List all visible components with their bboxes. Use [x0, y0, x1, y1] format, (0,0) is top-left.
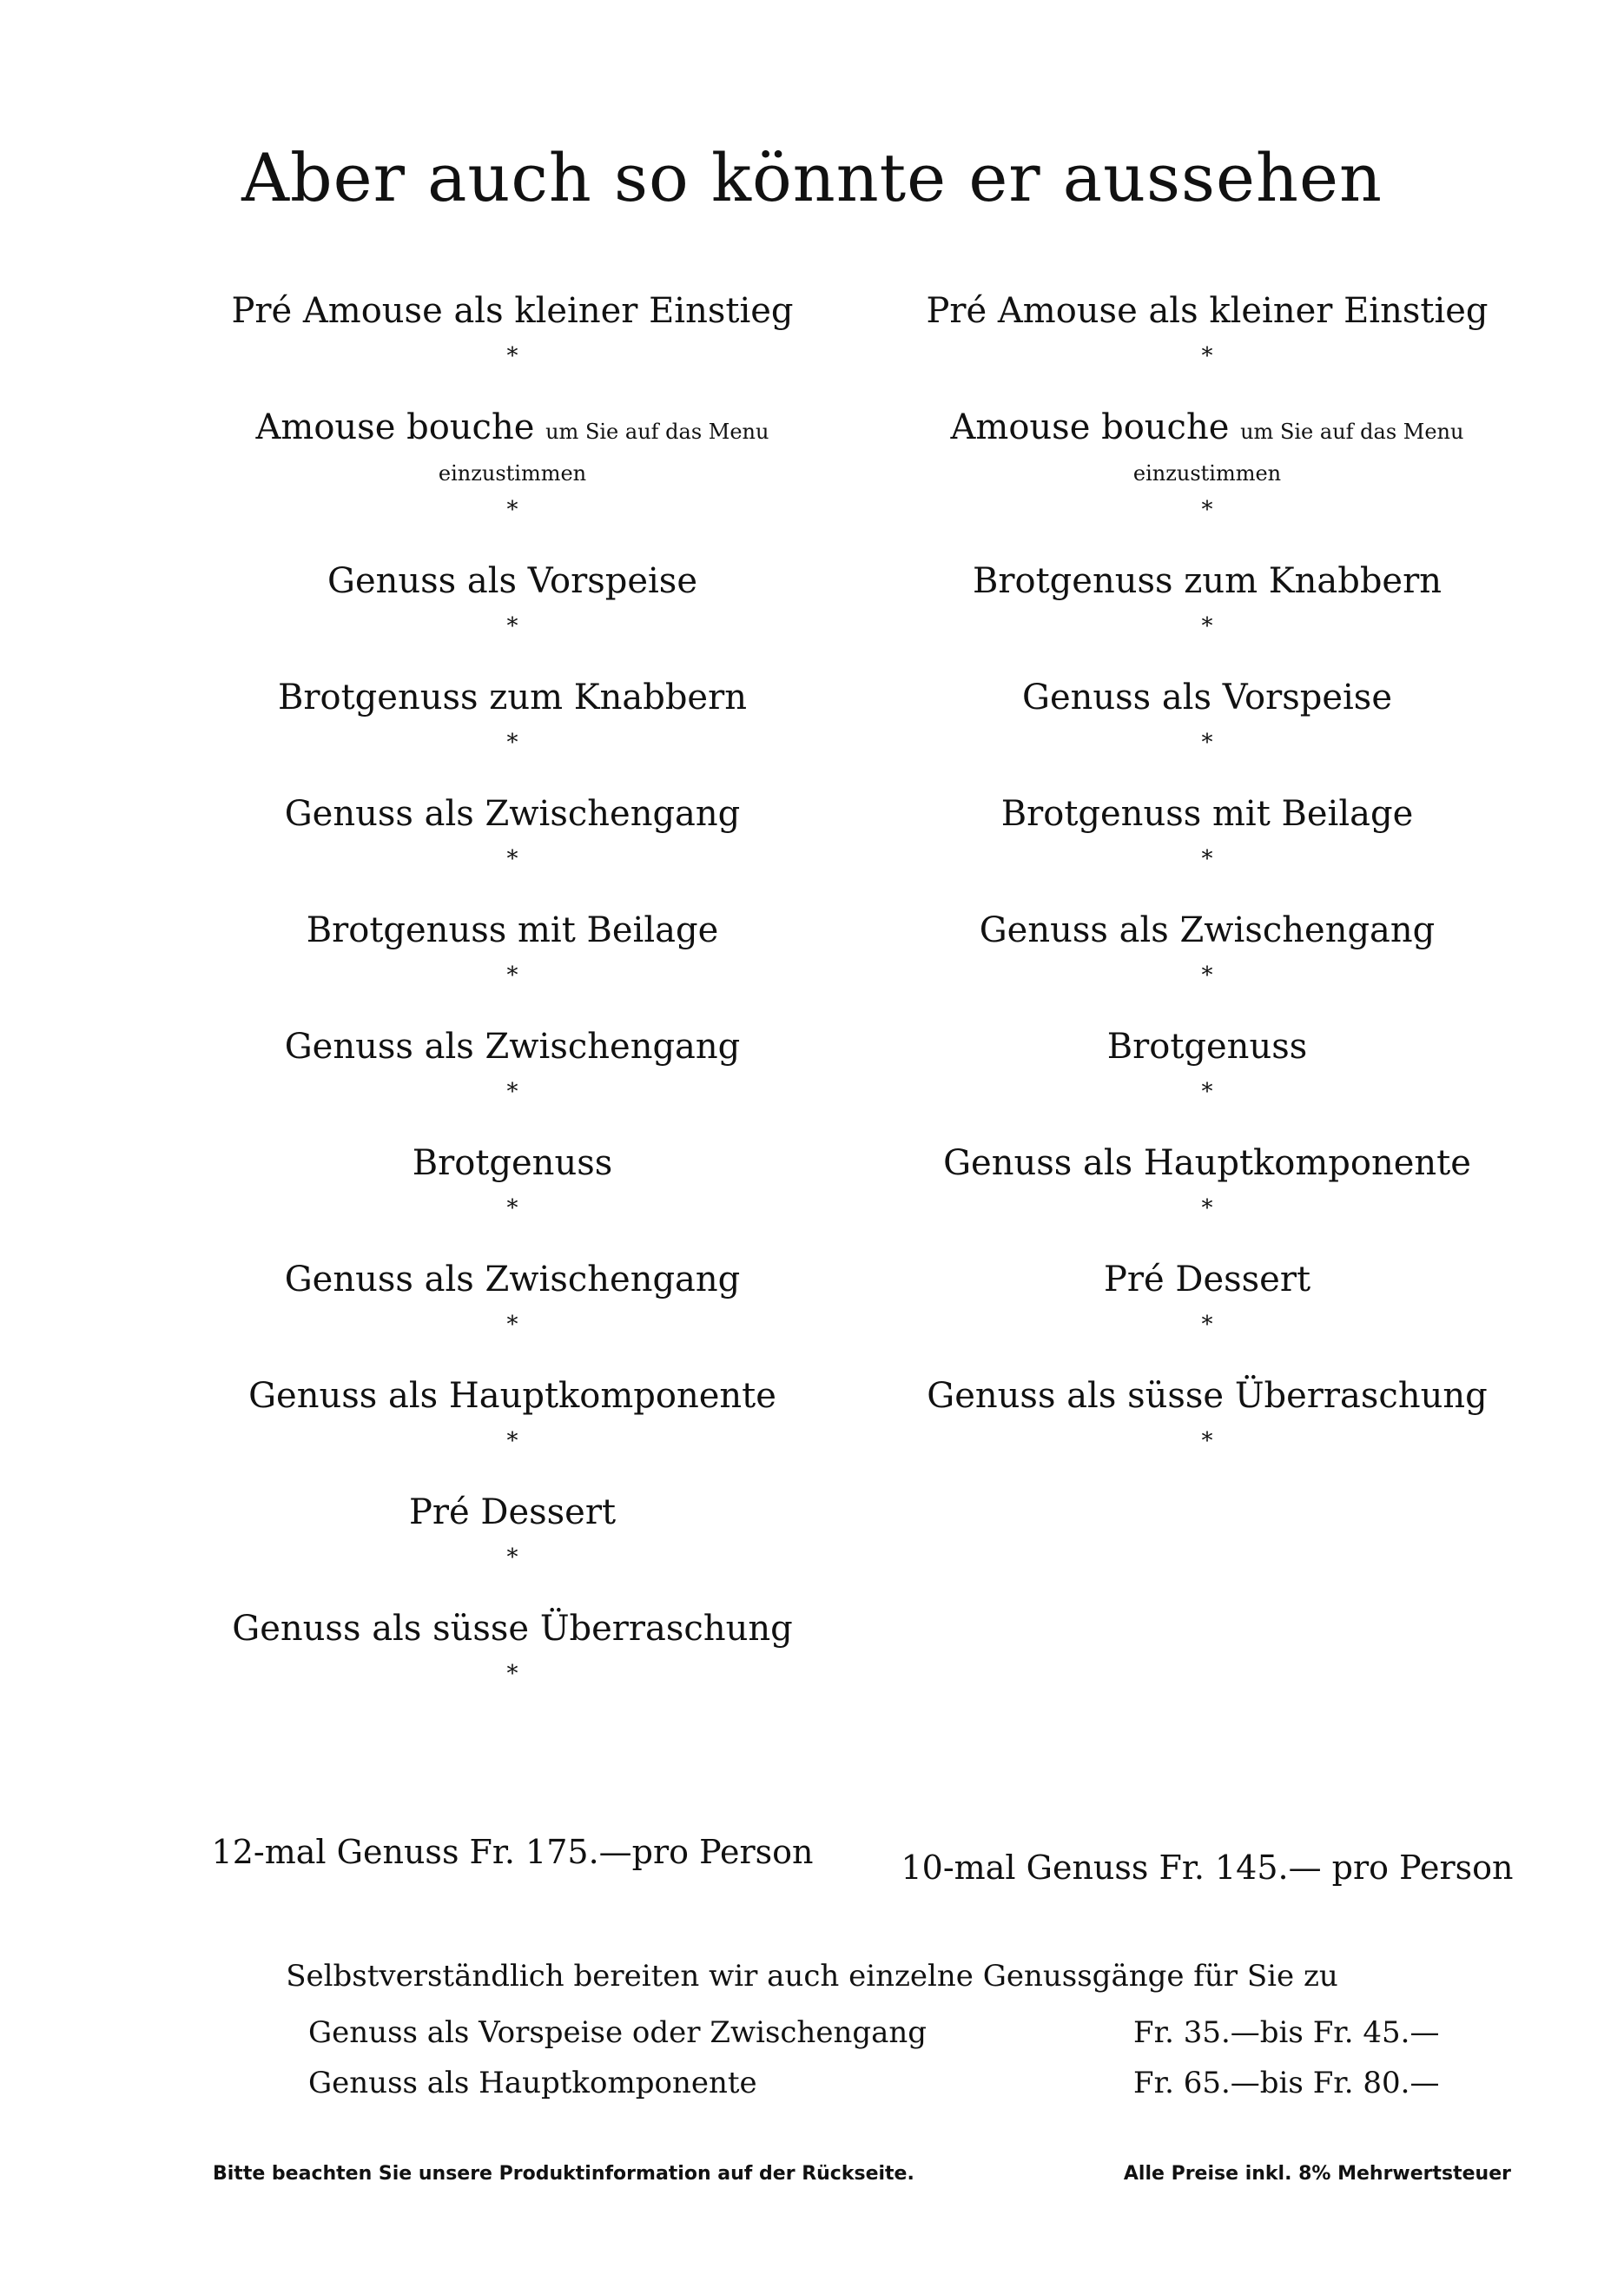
extra-item-price: Fr. 65.—bis Fr. 80.— — [1133, 2066, 1440, 2100]
course-note: um Sie auf das Menu — [1240, 420, 1464, 444]
course-name: Genuss als Vorspeise — [1021, 678, 1392, 718]
course-item — [860, 557, 1555, 605]
course-item — [165, 1022, 860, 1071]
footer-vat-note: Alle Preise inkl. 8% Mehrwertsteuer — [1123, 2163, 1511, 2185]
course-name: Brotgenuss — [1106, 1027, 1308, 1067]
course-separator: * — [1201, 613, 1213, 639]
course-separator: * — [1201, 1079, 1213, 1105]
course-item — [165, 403, 860, 456]
menu-10-courses — [860, 287, 1555, 1455]
course-separator: * — [1201, 730, 1213, 756]
course-separator: * — [1201, 1195, 1213, 1221]
course-name: Genuss als Zwischengang — [284, 1260, 741, 1300]
course-name: Brotgenuss zum Knabbern — [973, 561, 1442, 601]
extra-item-label: Genuss als Hauptkomponente — [308, 2066, 757, 2100]
extras-intro: Selbstverständlich bereiten wir auch einzelne Genussgänge für Sie zu — [286, 1959, 1338, 1994]
course-item — [165, 906, 860, 955]
course-separator: * — [506, 1544, 518, 1571]
course-item — [165, 1488, 860, 1537]
course-item — [860, 287, 1555, 335]
course-item — [165, 790, 860, 838]
course-separator: * — [1201, 343, 1213, 369]
course-item — [165, 557, 860, 605]
course-item — [860, 673, 1555, 722]
course-item — [860, 1139, 1555, 1187]
course-name: Genuss als Zwischengang — [284, 794, 741, 834]
course-separator: * — [506, 343, 518, 369]
course-item — [860, 403, 1555, 456]
course-separator: * — [1201, 1312, 1213, 1338]
course-note: um Sie auf das Menu — [545, 420, 769, 444]
course-separator: * — [506, 962, 518, 989]
course-separator: * — [1201, 1428, 1213, 1454]
course-item — [165, 1372, 860, 1420]
course-item — [165, 287, 860, 335]
course-name: Genuss als Zwischengang — [979, 910, 1436, 950]
menu-12-price: 12-mal Genuss Fr. 175.—pro Person — [211, 1833, 814, 1871]
course-name: Brotgenuss zum Knabbern — [278, 678, 747, 718]
course-separator: * — [506, 613, 518, 639]
course-item — [165, 1139, 860, 1187]
course-name: Genuss als süsse Überraschung — [232, 1609, 793, 1649]
menu-10-price: 10-mal Genuss Fr. 145.— pro Person — [901, 1848, 1514, 1887]
footer-product-info-note: Bitte beachten Sie unsere Produktinformation auf der Rückseite. — [213, 2163, 914, 2185]
course-item — [860, 906, 1555, 955]
course-separator: * — [506, 1428, 518, 1454]
course-name: Pré Dessert — [1103, 1260, 1311, 1300]
course-name: Brotgenuss — [412, 1143, 613, 1183]
course-separator: * — [1201, 846, 1213, 872]
course-name: Genuss als Hauptkomponente — [943, 1143, 1471, 1183]
course-separator: * — [506, 730, 518, 756]
course-item — [165, 673, 860, 722]
course-separator: * — [506, 1661, 518, 1687]
course-separator: * — [506, 1312, 518, 1338]
course-item — [165, 1604, 860, 1653]
course-name: Genuss als Vorspeise — [327, 561, 697, 601]
extra-item-label: Genuss als Vorspeise oder Zwischengang — [308, 2015, 928, 2050]
course-name: Genuss als Hauptkomponente — [248, 1376, 776, 1416]
course-name: Brotgenuss mit Beilage — [1000, 794, 1414, 834]
course-name: Amouse bouche — [950, 407, 1230, 447]
course-item — [860, 1255, 1555, 1304]
course-item — [165, 1255, 860, 1304]
course-name: Pré Amouse als kleiner Einstieg — [231, 291, 794, 331]
course-separator: * — [506, 1079, 518, 1105]
course-name: Brotgenuss mit Beilage — [306, 910, 719, 950]
course-item — [860, 1022, 1555, 1071]
extra-item-price: Fr. 35.—bis Fr. 45.— — [1133, 2015, 1440, 2050]
menu-12-courses — [165, 287, 860, 1688]
course-name: Genuss als süsse Überraschung — [927, 1376, 1488, 1416]
course-separator: * — [506, 1195, 518, 1221]
course-separator: * — [506, 846, 518, 872]
course-note-continued: einzustimmen — [438, 461, 587, 486]
course-name: Pré Dessert — [408, 1492, 617, 1532]
course-name: Genuss als Zwischengang — [284, 1027, 741, 1067]
course-item — [860, 790, 1555, 838]
page-title: Aber auch so könnte er aussehen — [241, 139, 1383, 216]
course-note-continued: einzustimmen — [1132, 461, 1282, 486]
course-name: Amouse bouche — [255, 407, 535, 447]
course-separator: * — [1201, 962, 1213, 989]
course-item — [860, 1372, 1555, 1420]
course-separator: * — [1201, 497, 1213, 523]
course-separator: * — [506, 497, 518, 523]
course-name: Pré Amouse als kleiner Einstieg — [926, 291, 1489, 331]
